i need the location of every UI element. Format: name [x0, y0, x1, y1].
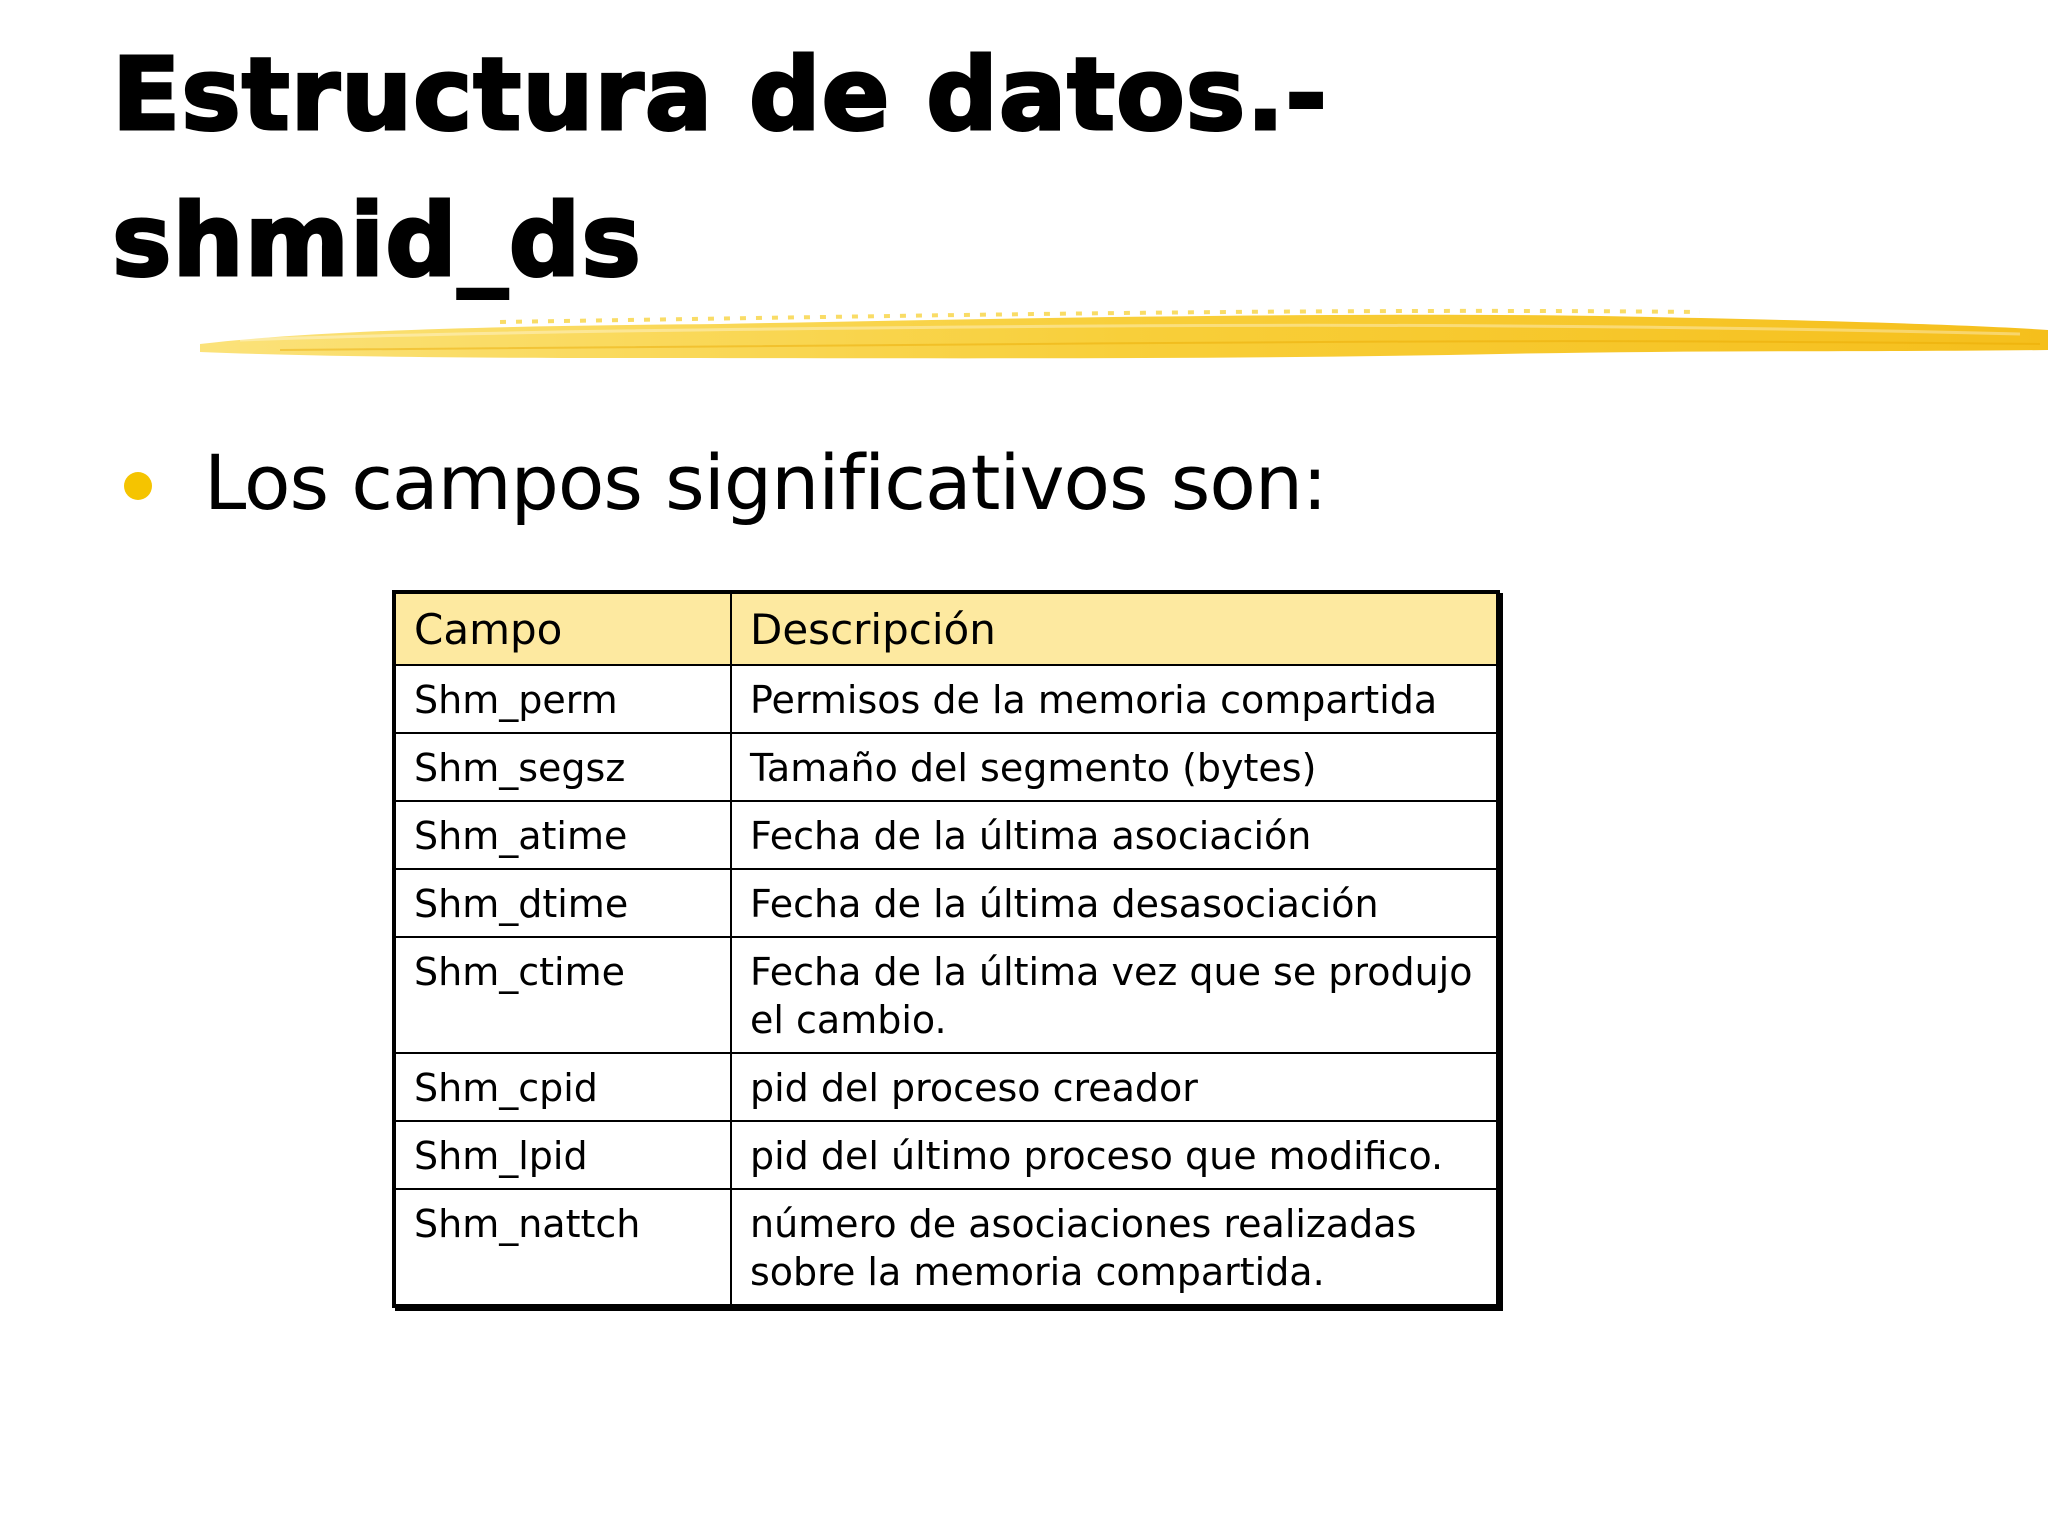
table-row [394, 1121, 1498, 1189]
bullet-dot-icon [124, 472, 152, 500]
table-row [394, 733, 1498, 801]
table-row [394, 1053, 1498, 1121]
table-row [394, 937, 1498, 1053]
table-row [394, 801, 1498, 869]
bullet-text: Los campos significativos son: [204, 438, 1327, 527]
fields-table [392, 590, 1500, 1308]
field-name: Shm_cpid [394, 1053, 731, 1121]
table-row [394, 665, 1498, 733]
title-line-1: Estructura de datos.- [112, 36, 1328, 153]
field-description: Permisos de la memoria compartida [731, 665, 1498, 733]
field-name: Shm_atime [394, 801, 731, 869]
header-descripcion: Descripción [731, 592, 1498, 665]
field-name: Shm_nattch [394, 1189, 731, 1306]
field-description: Fecha de la última desasociación [731, 869, 1498, 937]
slide-title [112, 22, 1328, 314]
field-description: pid del último proceso que modifico. [731, 1121, 1498, 1189]
field-description: número de asociaciones realizadas sobre la memoria compartida. [731, 1189, 1498, 1306]
bullet-item [124, 438, 1327, 527]
table-row [394, 1189, 1498, 1306]
field-description: Fecha de la última vez que se produjo el cambio. [731, 937, 1498, 1053]
field-name: Shm_segsz [394, 733, 731, 801]
field-name: Shm_ctime [394, 937, 731, 1053]
header-campo: Campo [394, 592, 731, 665]
table-row [394, 869, 1498, 937]
field-name: Shm_lpid [394, 1121, 731, 1189]
field-description: Fecha de la última asociación [731, 801, 1498, 869]
title-line-2: shmid_ds [112, 182, 642, 299]
field-description: pid del proceso creador [731, 1053, 1498, 1121]
table-header-row [394, 592, 1498, 665]
field-name: Shm_dtime [394, 869, 731, 937]
field-description: Tamaño del segmento (bytes) [731, 733, 1498, 801]
brush-stroke-divider [200, 300, 2048, 372]
field-name: Shm_perm [394, 665, 731, 733]
